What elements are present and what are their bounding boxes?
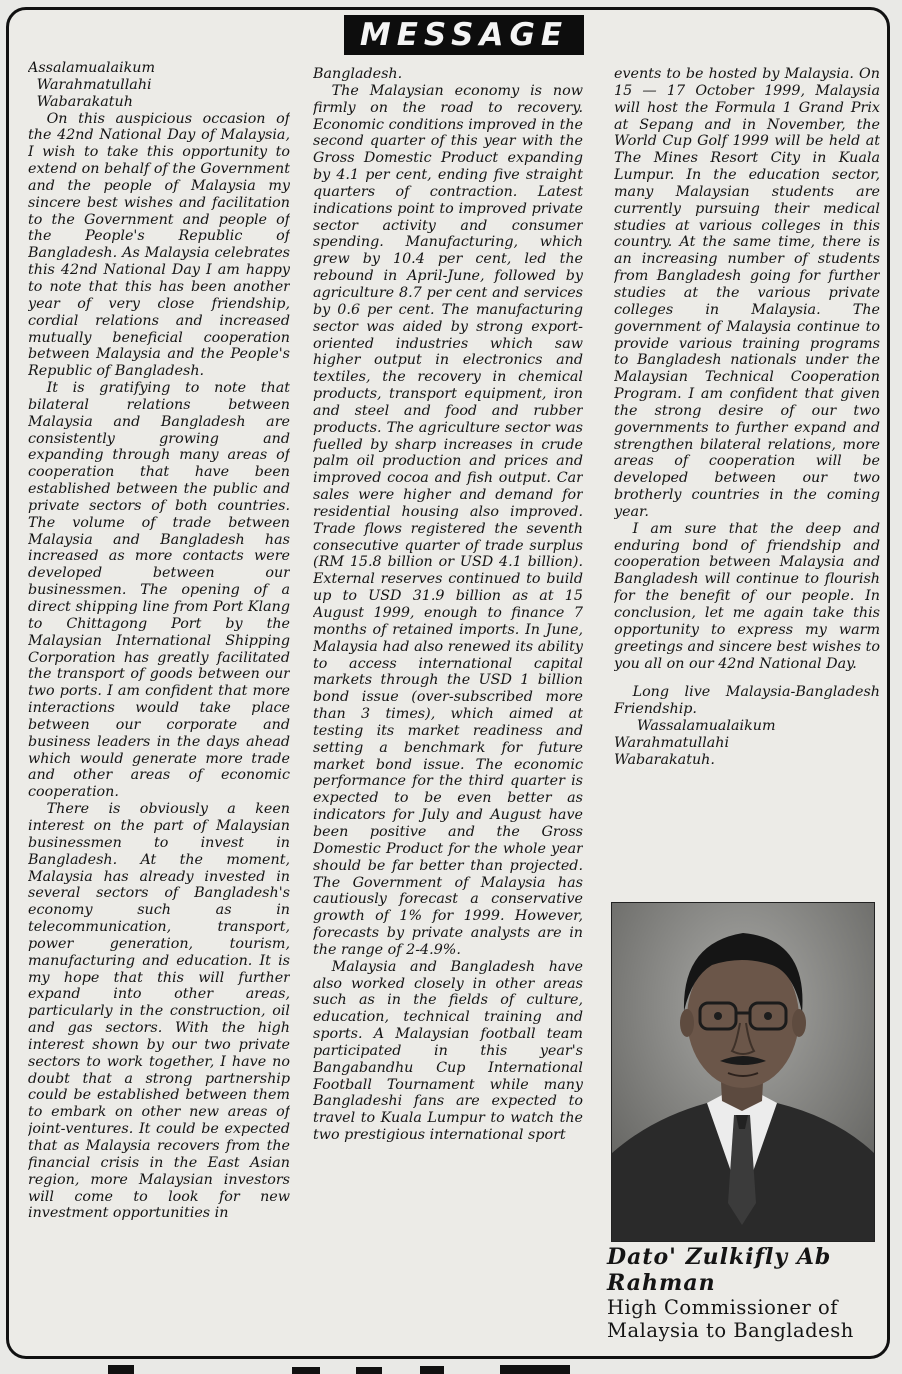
- paragraph: It is gratifying to note that bilateral relations between Malaysia and Bangladesh are consistently growing and expanding through many areas of cooperation that have been established between the public and private sectors of both countries. The volume of trade between Malaysia and Bangladesh has increased as more contacts were developed between our businessmen. The opening of a direct shipping line from Port Klang to Chittagong Port by the Malaysian International Shipping Corporation has greatly facilitated the transport of goods between our two ports. I am confident that more interactions would take place between our corporate and business leaders in the days ahead which would generate more trade and other areas of economic cooperation.: [28, 380, 290, 801]
- closing-line: Long live Malaysia-Bangladesh Friendship.: [614, 684, 880, 718]
- paragraph: I am sure that the deep and enduring bond of friendship and cooperation between Malaysia and Bangladesh will continue to flourish for the benefit of our people. In conclusion, let me again take this opportunity to express my warm greetings and sincere best wishes to you all on our 42nd National Day.: [614, 520, 880, 672]
- signatory-name: Rahman: [607, 1270, 716, 1296]
- portrait-illustration: [612, 903, 874, 1241]
- closing-line: Warahmatullahi: [614, 734, 730, 751]
- paragraph: The Malaysian economy is now firmly on the road to recovery. Economic conditions improved in the second quarter of this year with the Gross Domestic Product expanding by 4.1 per cent, ending five straight quarters of contraction. Latest indications point to improved private sector activity and consumer spending. Manufacturing, which grew by 10.4 per cent, led the rebound in April-June, followed by agriculture 8.7 per cent and services by 0.6 per cent. The manufacturing sector was aided by strong export-oriented industries which saw higher output in electronics and textiles, the recovery in chemical products, transport equipment, iron and steel and food and rubber products. The agriculture sector was fuelled by sharp increases in crude palm oil production and prices and improved cocoa and fish output. Car sales were higher and demand for residential housing also improved. Trade flows registered the seventh consecutive quarter of trade surplus (RM 15.8 billion or USD 4.1 billion). External reserves continued to build up to USD 31.9 billion as at 15 August 1999, enough to finance 7 months of retained imports. In June, Malaysia had also renewed its ability to access international capital markets through the USD 1 billion bond issue (over-subscribed more than 3 times), which aimed at testing its market readiness and setting a benchmark for future market bond issue. The economic performance for the third quarter is expected to be even better as indicators for July and August have been positive and the Gross Domestic Product for the whole year should be far better than projected. The Government of Malaysia has cautiously forecast a conservative growth of 1% for 1999. However, forecasts by private analysts are in the range of 2-4.9%.: [313, 82, 583, 958]
- cropped-headline-shapes: [0, 1361, 902, 1374]
- message-banner: MESSAGE: [344, 15, 584, 55]
- paragraph: On this auspicious occasion of the 42nd National Day of Malaysia, I wish to take this opportunity to extend on behalf of the Government and the people of Malaysia my sincere best wishes and facilitation to the Government and people of the People's Republic of Bangladesh. As Malaysia celebrates this 42nd National Day I am happy to note that this has been another year of very close friendship, cordial relations and increased mutually beneficial cooperation between Malaysia and the People's Republic of Bangladesh.: [28, 110, 290, 380]
- signatory-title: Malaysia to Bangladesh: [607, 1319, 854, 1342]
- closing-line: Wabarakatuh.: [614, 751, 715, 768]
- salutation-line: Warahmatullahi: [36, 76, 152, 93]
- salutation-line: Wabarakatuh: [36, 93, 133, 110]
- signatory-title: High Commissioner of: [607, 1296, 838, 1319]
- paragraph-continuation: events to be hosted by Malaysia. On 15 — 17 October 1999, Malaysia will host the Formula 1 Grand Prix at Sepang and in November, the World Cup Golf 1999 will be held at The Mines Resort City in Kuala Lumpur. In the education sector, many Malaysian students are currently pursuing their medical studies at various colleges in this country. At the same time, there is an increasing number of students from Bangladesh going for further studies at the various private colleges in Malaysia. The government of Malaysia continue to provide various training programs to Bangladesh nationals under the Malaysian Technical Cooperation Program. I am confident that given the strong desire of our two governments to further expand and strengthen bilateral relations, more areas of cooperation will be developed between our two brotherly countries in the coming year.: [614, 66, 880, 520]
- closing-line: Wassalamualaikum: [636, 718, 776, 735]
- paragraph-continuation: Bangladesh.: [313, 66, 403, 82]
- article-column-3: [614, 66, 880, 906]
- paragraph: There is obviously a keen interest on the part of Malaysian businessmen to invest in Bangladesh. At the moment, Malaysia has already invested in several sectors of Bangladesh's economy such as in telecommunication, transport, power generation, tourism, manufacturing and education. It is my hope that this will further expand into other areas, particularly in the construction, oil and gas sectors. With the high interest shown by our two private sectors to work together, I have no doubt that a strong partnership could be established between them to embark on other new areas of joint-ventures. It could be expected that as Malaysia recovers from the financial crisis in the East Asian region, more Malaysian investors will come to look for new investment opportunities in: [28, 801, 290, 1222]
- signatory-name: Dato' Zulkifly Ab: [607, 1244, 832, 1270]
- paragraph: Malaysia and Bangladesh have also worked closely in other areas such as in the fields of culture, education, technical training and sports. A Malaysian football team participated in this year's Bangabandhu Cup International Football Tournament while many Bangladeshi fans are expected to travel to Kuala Lumpur to watch the two prestigious international sport: [313, 958, 583, 1144]
- signature-block: [607, 1244, 877, 1342]
- article-column-1: [28, 60, 290, 1348]
- article-column-2: [313, 66, 583, 1348]
- cropped-next-headline: [0, 1360, 902, 1374]
- portrait-photo: [611, 902, 875, 1242]
- salutation-line: Assalamualaikum: [28, 60, 156, 76]
